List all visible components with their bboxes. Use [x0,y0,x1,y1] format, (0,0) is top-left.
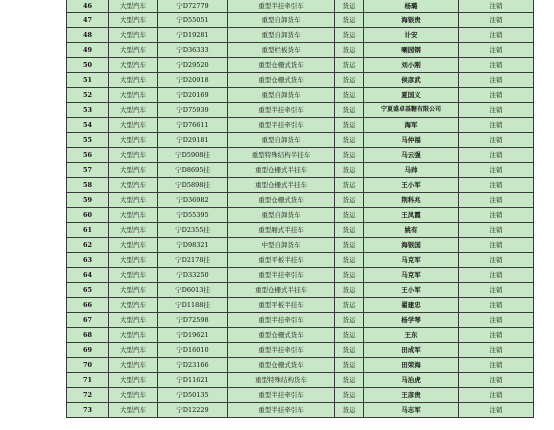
vehicle-type-cell[interactable]: 大型汽车 [109,358,158,373]
status-cell[interactable]: 注销 [459,43,534,58]
usage-cell[interactable]: 货运 [335,0,364,13]
row-number-cell[interactable]: 70 [67,358,109,373]
vehicle-model-cell[interactable]: 重型栏板货车 [228,43,335,58]
vehicle-model-cell[interactable]: 重型半挂牵引车 [228,343,335,358]
plate-number-cell[interactable]: 宁D2178挂 [158,253,228,268]
vehicle-type-cell[interactable]: 大型汽车 [109,58,158,73]
vehicle-type-cell[interactable]: 大型汽车 [109,118,158,133]
row-number-cell[interactable]: 67 [67,313,109,328]
usage-cell[interactable]: 货运 [335,403,364,418]
status-cell[interactable]: 注销 [459,328,534,343]
usage-cell[interactable]: 货运 [335,43,364,58]
usage-cell[interactable]: 货运 [335,373,364,388]
status-cell[interactable]: 注销 [459,268,534,283]
usage-cell[interactable]: 货运 [335,178,364,193]
vehicle-model-cell[interactable]: 重型特殊结构半挂车 [228,148,335,163]
vehicle-type-cell[interactable]: 大型汽车 [109,73,158,88]
status-cell[interactable]: 注销 [459,58,534,73]
usage-cell[interactable]: 货运 [335,328,364,343]
vehicle-model-cell[interactable]: 中型自卸货车 [228,238,335,253]
status-cell[interactable]: 注销 [459,238,534,253]
vehicle-model-cell[interactable]: 重型仓栅式货车 [228,358,335,373]
vehicle-model-cell[interactable]: 重型平板半挂车 [228,298,335,313]
plate-number-cell[interactable]: 宁D16010 [158,343,228,358]
vehicle-model-cell[interactable]: 重型仓栅式货车 [228,328,335,343]
vehicle-type-cell[interactable]: 大型汽车 [109,298,158,313]
usage-cell[interactable]: 货运 [335,118,364,133]
status-cell[interactable]: 注销 [459,298,534,313]
owner-cell[interactable]: 荆科兆 [364,193,459,208]
owner-cell[interactable]: 夏国义 [364,88,459,103]
table-row [67,238,534,253]
plate-number-cell[interactable]: 宁D36982 [158,193,228,208]
vehicle-model-cell[interactable]: 重型自卸货车 [228,13,335,28]
status-cell[interactable]: 注销 [459,148,534,163]
status-cell[interactable]: 注销 [459,208,534,223]
plate-number-cell[interactable]: 宁D72598 [158,313,228,328]
vehicle-model-cell[interactable]: 重型特殊结构货车 [228,373,335,388]
vehicle-model-cell[interactable]: 重型半挂牵引车 [228,388,335,403]
vehicle-type-cell[interactable]: 大型汽车 [109,223,158,238]
usage-cell[interactable]: 货运 [335,58,364,73]
usage-cell[interactable]: 货运 [335,88,364,103]
table-row [67,43,534,58]
owner-cell[interactable]: 马克军 [364,268,459,283]
row-number-cell[interactable]: 61 [67,223,109,238]
status-cell[interactable]: 注销 [459,88,534,103]
owner-cell[interactable]: 计安 [364,28,459,43]
row-number-cell[interactable]: 58 [67,178,109,193]
vehicle-type-cell[interactable]: 大型汽车 [109,178,158,193]
plate-number-cell[interactable]: 宁D19281 [158,28,228,43]
vehicle-model-cell[interactable]: 重型半挂牵引车 [228,103,335,118]
owner-cell[interactable]: 杨璐 [364,0,459,13]
owner-cell[interactable]: 姚有 [364,223,459,238]
plate-number-cell[interactable]: 宁D33250 [158,268,228,283]
row-number-cell[interactable]: 50 [67,58,109,73]
status-cell[interactable]: 注销 [459,133,534,148]
plate-number-cell[interactable]: 宁D5908挂 [158,148,228,163]
vehicle-type-cell[interactable]: 大型汽车 [109,238,158,253]
plate-number-cell[interactable]: 宁D50135 [158,388,228,403]
usage-cell[interactable]: 货运 [335,133,364,148]
vehicle-type-cell[interactable]: 大型汽车 [109,103,158,118]
table-row [67,28,534,43]
plate-number-cell[interactable]: 宁D5898挂 [158,178,228,193]
row-number-cell[interactable]: 66 [67,298,109,313]
vehicle-type-cell[interactable]: 大型汽车 [109,403,158,418]
owner-cell[interactable]: 马仲福 [364,133,459,148]
status-cell[interactable]: 注销 [459,103,534,118]
row-number-cell[interactable]: 71 [67,373,109,388]
row-number-cell[interactable]: 46 [67,0,109,13]
owner-cell[interactable]: 王小军 [364,178,459,193]
table-row [67,103,534,118]
owner-cell[interactable]: 翟建忠 [364,298,459,313]
table-row [67,343,534,358]
plate-number-cell[interactable]: 宁D75939 [158,103,228,118]
row-number-cell[interactable]: 69 [67,343,109,358]
usage-cell[interactable]: 货运 [335,163,364,178]
vehicle-table [66,0,534,418]
usage-cell[interactable]: 货运 [335,238,364,253]
table-row [67,163,534,178]
usage-cell[interactable]: 货运 [335,313,364,328]
row-number-cell[interactable]: 47 [67,13,109,28]
status-cell[interactable]: 注销 [459,313,534,328]
row-number-cell[interactable]: 72 [67,388,109,403]
row-number-cell[interactable]: 68 [67,328,109,343]
status-cell[interactable]: 注销 [459,28,534,43]
usage-cell[interactable]: 货运 [335,28,364,43]
row-number-cell[interactable]: 57 [67,163,109,178]
usage-cell[interactable]: 货运 [335,283,364,298]
owner-cell[interactable]: 海军 [364,118,459,133]
plate-number-cell[interactable]: 宁D20918 [158,73,228,88]
status-cell[interactable]: 注销 [459,223,534,238]
status-cell[interactable]: 注销 [459,373,534,388]
table-row [67,193,534,208]
plate-number-cell[interactable]: 宁D29181 [158,133,228,148]
vehicle-type-cell[interactable]: 大型汽车 [109,163,158,178]
owner-cell[interactable]: 刘小刚 [364,58,459,73]
table-row [67,148,534,163]
vehicle-model-cell[interactable]: 重型自卸货车 [228,208,335,223]
table-row [67,373,534,388]
vehicle-type-cell[interactable]: 大型汽车 [109,313,158,328]
status-cell[interactable]: 注销 [459,193,534,208]
table-row [67,208,534,223]
vehicle-model-cell[interactable]: 重型半挂牵引车 [228,268,335,283]
vehicle-model-cell[interactable]: 重型自卸货车 [228,88,335,103]
plate-number-cell[interactable]: 宁D76611 [158,118,228,133]
vehicle-type-cell[interactable]: 大型汽车 [109,328,158,343]
vehicle-type-cell[interactable]: 大型汽车 [109,43,158,58]
status-cell[interactable]: 注销 [459,253,534,268]
owner-cell[interactable]: 马帅 [364,163,459,178]
table-row [67,88,534,103]
status-cell[interactable]: 注销 [459,343,534,358]
usage-cell[interactable]: 货运 [335,13,364,28]
table-row [67,388,534,403]
owner-cell[interactable]: 海银国 [364,238,459,253]
plate-number-cell[interactable]: 宁D20169 [158,88,228,103]
vehicle-model-cell[interactable]: 重型仓栅式货车 [228,58,335,73]
vehicle-type-cell[interactable]: 大型汽车 [109,208,158,223]
row-number-cell[interactable]: 63 [67,253,109,268]
plate-number-cell[interactable]: 宁D55395 [158,208,228,223]
table-row [67,73,534,88]
usage-cell[interactable]: 货运 [335,73,364,88]
table-row [67,403,534,418]
plate-number-cell[interactable]: 宁D11621 [158,373,228,388]
row-number-cell[interactable]: 51 [67,73,109,88]
row-number-cell[interactable]: 54 [67,118,109,133]
vehicle-model-cell[interactable]: 重型半挂牵引车 [228,313,335,328]
vehicle-type-cell[interactable]: 大型汽车 [109,193,158,208]
owner-cell[interactable]: 王凤霞 [364,208,459,223]
usage-cell[interactable]: 货运 [335,388,364,403]
vehicle-model-cell[interactable]: 重型自卸货车 [228,28,335,43]
table-row [67,223,534,238]
plate-number-cell[interactable]: 宁D1188挂 [158,298,228,313]
plate-number-cell[interactable]: 宁D23166 [158,358,228,373]
vehicle-model-cell[interactable]: 重型自卸货车 [228,133,335,148]
row-number-cell[interactable]: 56 [67,148,109,163]
table-row [67,268,534,283]
owner-cell[interactable]: 王小军 [364,283,459,298]
table-row [67,118,534,133]
plate-number-cell[interactable]: 宁D8695挂 [158,163,228,178]
owner-cell[interactable]: 马治虎 [364,373,459,388]
vehicle-model-cell[interactable]: 重型仓栅式货车 [228,193,335,208]
status-cell[interactable]: 注销 [459,283,534,298]
owner-cell[interactable]: 田荣海 [364,358,459,373]
vehicle-type-cell[interactable]: 大型汽车 [109,148,158,163]
usage-cell[interactable]: 货运 [335,103,364,118]
row-number-cell[interactable]: 65 [67,283,109,298]
owner-cell[interactable]: 宁夏盛卓基糖有限公司 [364,103,459,118]
owner-cell[interactable]: 马志军 [364,403,459,418]
usage-cell[interactable]: 货运 [335,208,364,223]
table-row [67,13,534,28]
vehicle-model-cell[interactable]: 重型仓栅式货车 [228,73,335,88]
row-number-cell[interactable]: 53 [67,103,109,118]
row-number-cell[interactable]: 49 [67,43,109,58]
table-row [67,178,534,193]
usage-cell[interactable]: 货运 [335,253,364,268]
vehicle-type-cell[interactable]: 大型汽车 [109,388,158,403]
table-row [67,133,534,148]
table-row [67,253,534,268]
owner-cell[interactable]: 侯彦武 [364,73,459,88]
usage-cell[interactable]: 货运 [335,343,364,358]
plate-number-cell[interactable]: 宁D19621 [158,328,228,343]
table-row [67,313,534,328]
status-cell[interactable]: 注销 [459,73,534,88]
table-row [67,0,534,13]
vehicle-type-cell[interactable]: 大型汽车 [109,268,158,283]
vehicle-type-cell[interactable]: 大型汽车 [109,0,158,13]
plate-number-cell[interactable]: 宁D12229 [158,403,228,418]
plate-number-cell[interactable]: 宁D29520 [158,58,228,73]
vehicle-type-cell[interactable]: 大型汽车 [109,88,158,103]
table-row [67,328,534,343]
plate-number-cell[interactable]: 宁D2355挂 [158,223,228,238]
row-number-cell[interactable]: 55 [67,133,109,148]
table-row [67,358,534,373]
vehicle-type-cell[interactable]: 大型汽车 [109,283,158,298]
status-cell[interactable]: 注销 [459,0,534,13]
status-cell[interactable]: 注销 [459,118,534,133]
vehicle-type-cell[interactable]: 大型汽车 [109,343,158,358]
vehicle-model-cell[interactable]: 重型厢式半挂车 [228,223,335,238]
status-cell[interactable]: 注销 [459,388,534,403]
table-row [67,298,534,313]
row-number-cell[interactable]: 62 [67,238,109,253]
plate-number-cell[interactable]: 宁D36333 [158,43,228,58]
usage-cell[interactable]: 货运 [335,268,364,283]
status-cell[interactable]: 注销 [459,163,534,178]
owner-cell[interactable]: 马克军 [364,253,459,268]
status-cell[interactable]: 注销 [459,178,534,193]
plate-number-cell[interactable]: 宁D55051 [158,13,228,28]
status-cell[interactable]: 注销 [459,403,534,418]
owner-cell[interactable]: 田成军 [364,343,459,358]
status-cell[interactable]: 注销 [459,358,534,373]
vehicle-type-cell[interactable]: 大型汽车 [109,253,158,268]
vehicle-model-cell[interactable]: 重型半挂牵引车 [228,0,335,13]
table-row [67,58,534,73]
plate-number-cell[interactable]: 宁D6013挂 [158,283,228,298]
vehicle-model-cell[interactable]: 重型半挂牵引车 [228,403,335,418]
vehicle-type-cell[interactable]: 大型汽车 [109,373,158,388]
vehicle-type-cell[interactable]: 大型汽车 [109,13,158,28]
vehicle-model-cell[interactable]: 重型仓栅式半挂车 [228,283,335,298]
row-number-cell[interactable]: 48 [67,28,109,43]
owner-cell[interactable]: 海银贵 [364,13,459,28]
plate-number-cell[interactable]: 宁D72779 [158,0,228,13]
vehicle-model-cell[interactable]: 重型仓栅式半挂车 [228,163,335,178]
row-number-cell[interactable]: 60 [67,208,109,223]
vehicle-model-cell[interactable]: 重型平板半挂车 [228,253,335,268]
owner-cell[interactable]: 喇园钢 [364,43,459,58]
plate-number-cell[interactable]: 宁D98321 [158,238,228,253]
owner-cell[interactable]: 王彦贵 [364,388,459,403]
vehicle-model-cell[interactable]: 重型仓栅式半挂车 [228,178,335,193]
table-row [67,283,534,298]
usage-cell[interactable]: 货运 [335,223,364,238]
vehicle-type-cell[interactable]: 大型汽车 [109,28,158,43]
owner-cell[interactable]: 马云强 [364,148,459,163]
usage-cell[interactable]: 货运 [335,298,364,313]
row-number-cell[interactable]: 64 [67,268,109,283]
row-number-cell[interactable]: 52 [67,88,109,103]
vehicle-type-cell[interactable]: 大型汽车 [109,133,158,148]
usage-cell[interactable]: 货运 [335,193,364,208]
usage-cell[interactable]: 货运 [335,358,364,373]
owner-cell[interactable]: 王东 [364,328,459,343]
row-number-cell[interactable]: 73 [67,403,109,418]
vehicle-model-cell[interactable]: 重型半挂牵引车 [228,118,335,133]
status-cell[interactable]: 注销 [459,13,534,28]
usage-cell[interactable]: 货运 [335,148,364,163]
owner-cell[interactable]: 杨学琴 [364,313,459,328]
row-number-cell[interactable]: 59 [67,193,109,208]
